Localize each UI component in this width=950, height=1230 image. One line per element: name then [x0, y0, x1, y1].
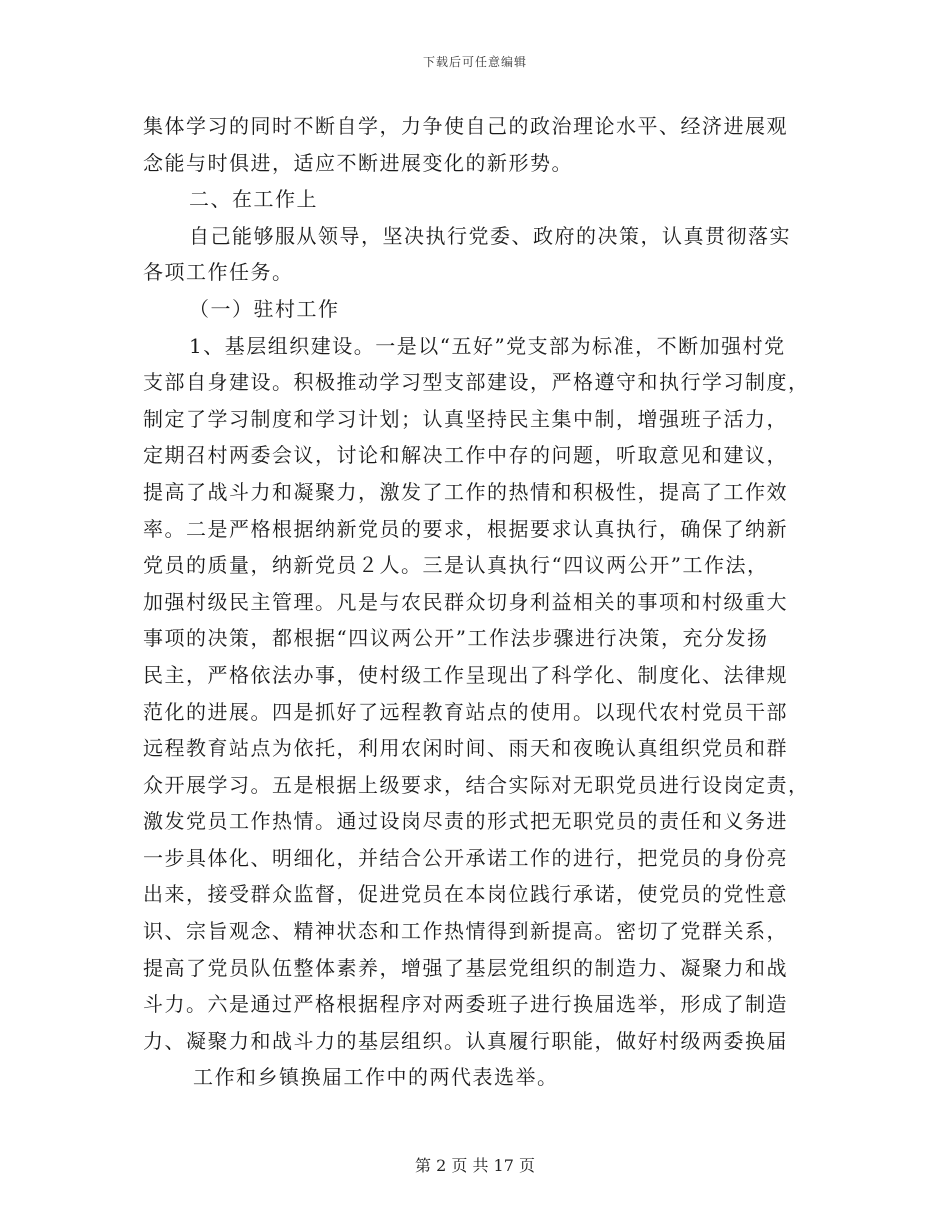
text-line: 事项的决策，都根据“四议两公开”工作法步骤进行决策，充分发扬 — [143, 626, 769, 651]
text-line: 自己能够服从领导，坚决执行党委、政府的决策，认真贯彻落实 — [189, 223, 791, 248]
text-line: 加强村级民主管理。凡是与农民群众切身利益相关的事项和村级重大 — [143, 589, 788, 614]
text-line: 制定了学习制度和学习计划；认真坚持民主集中制，增强班子活力， — [143, 406, 788, 431]
text-line: （一）驻村工作 — [189, 296, 340, 321]
text-line: 二、在工作上 — [189, 187, 318, 212]
text-line: 远程教育站点为依托，利用农闲时间、雨天和夜晚认真组织党员和群 — [143, 736, 788, 761]
page-footer: 第 2 页 共 17 页 — [415, 1156, 535, 1175]
text-line: 念能与时俱进，适应不断进展变化的新形势。 — [143, 150, 573, 175]
text-line: 党员的质量，纳新党员２人。三是认真执行“四议两公开”工作法， — [143, 553, 769, 578]
text-line: 集体学习的同时不断自学，力争使自己的政治理论水平、经济进展观 — [143, 114, 788, 138]
text-line: 提高了党员队伍整体素养，增强了基层党组织的制造力、凝聚力和战 — [143, 955, 788, 980]
text-line: 民主，严格依法办事，使村级工作呈现出了科学化、制度化、法律规 — [143, 662, 788, 687]
page-header: 下载后可任意编辑 — [422, 55, 527, 69]
text-line: 一步具体化、明细化，并结合公开承诺工作的进行，把党员的身份亮 — [143, 845, 788, 870]
text-line: 各项工作任务。 — [143, 260, 294, 285]
text-line: 激发党员工作热情。通过设岗尽责的形式把无职党员的责任和义务进 — [143, 809, 788, 834]
text-line: 范化的进展。四是抓好了远程教育站点的使用。以现代农村党员干部 — [143, 699, 788, 724]
text-line: 众开展学习。五是根据上级要求，结合实际对无职党员进行设岗定责， — [143, 772, 810, 797]
text-line: 工作和乡镇换届工作中的两代表选举。 — [193, 1065, 559, 1090]
text-line: 识、宗旨观念、精神状态和工作热情得到新提高。密切了党群关系， — [143, 919, 788, 944]
document-body — [143, 108, 823, 1096]
text-line: 出来，接受群众监督，促进党员在本岗位践行承诺，使党员的党性意 — [143, 882, 788, 907]
text-line: 定期召村两委会议，讨论和解决工作中存的问题，听取意见和建议， — [143, 443, 788, 468]
text-line: 支部自身建设。积极推动学习型支部建设，严格遵守和执行学习制度， — [143, 370, 810, 395]
text-line: 力、凝聚力和战斗力的基层组织。认真履行职能，做好村级两委换届 — [143, 1028, 788, 1053]
text-line: 1、基层组织建设。一是以“五好”党支部为标准，不断加强村党 — [189, 333, 786, 358]
text-line: 率。二是严格根据纳新党员的要求，根据要求认真执行，确保了纳新 — [143, 516, 788, 541]
text-line: 斗力。六是通过严格根据程序对两委班子进行换届选举，形成了制造 — [143, 992, 788, 1017]
text-line: 提高了战斗力和凝聚力，激发了工作的热情和积极性，提高了工作效 — [143, 479, 788, 504]
